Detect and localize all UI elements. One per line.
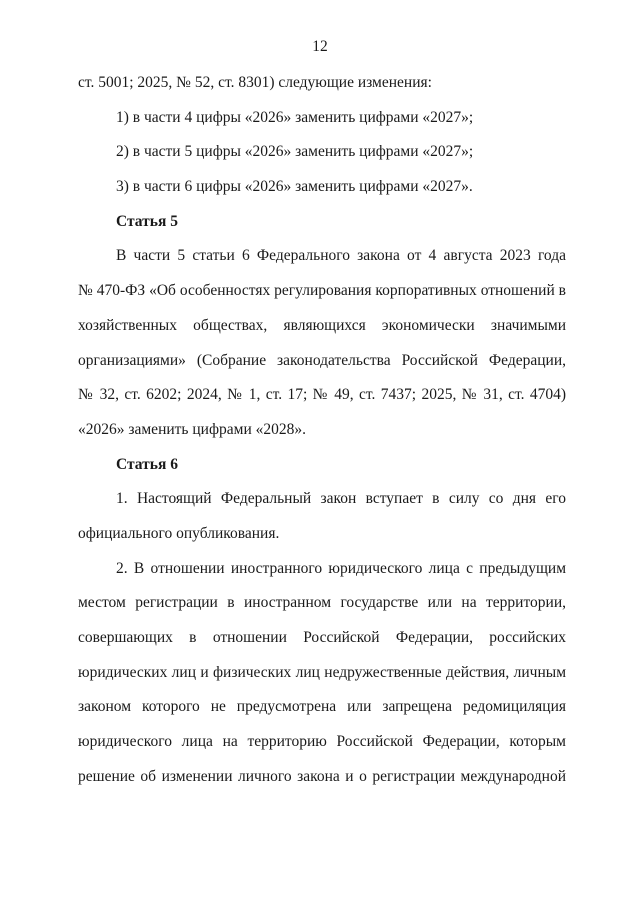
article-5-heading: Статья 5 — [116, 212, 178, 230]
article-6-para-2-line: юридических лиц и физических лиц недружественные действия, личным — [78, 663, 566, 681]
article-6-para-2-line: 2. В отношении иностранного юридического лица с предыдущим — [116, 559, 566, 577]
article-6-para-2-line: юридического лица на территорию Российской Федерации, которым — [78, 733, 566, 751]
article-5-line: № 32, ст. 6202; 2024, № 1, ст. 17; № 49, ст. 7437; 2025, № 31, ст. 4704) — [78, 386, 566, 404]
amendment-item-1: 1) в части 4 цифры «2026» заменить цифрами «2027»; — [116, 108, 474, 126]
amendment-item-3: 3) в части 6 цифры «2026» заменить цифрами «2027». — [116, 178, 473, 196]
article-6-para-2-line: решение об изменении личного закона и о регистрации международной — [78, 767, 566, 785]
article-5-line: хозяйственных обществах, являющихся экономически значимыми — [78, 316, 566, 334]
article-6-para-1-line: 1. Настоящий Федеральный закон вступает в силу со дня его — [116, 490, 566, 508]
article-5-line: № 470-ФЗ «Об особенностях регулирования корпоративных отношений в — [78, 282, 566, 300]
page-number: 12 — [312, 38, 328, 55]
intro-line: ст. 5001; 2025, № 52, ст. 8301) следующие изменения: — [78, 74, 432, 91]
article-5-line: «2026» заменить цифрами «2028». — [78, 420, 306, 438]
article-5-line: организациями» (Собрание законодательства Российской Федерации, — [78, 351, 566, 369]
document-body — [78, 66, 566, 794]
article-6-heading: Статья 6 — [116, 455, 178, 473]
amendment-item-2: 2) в части 5 цифры «2026» заменить цифрами «2027»; — [116, 143, 474, 161]
article-6-para-1-line: официального опубликования. — [78, 524, 280, 542]
article-6-para-2-line: совершающих в отношении Российской Федерации, российских — [78, 629, 566, 646]
article-6-para-2-line: законом которого не предусмотрена или запрещена редомициляция — [78, 698, 566, 716]
article-5-line: В части 5 статьи 6 Федерального закона от 4 августа 2023 года — [116, 247, 566, 265]
article-6-para-2-line: местом регистрации в иностранном государстве или на территории, — [78, 594, 566, 612]
